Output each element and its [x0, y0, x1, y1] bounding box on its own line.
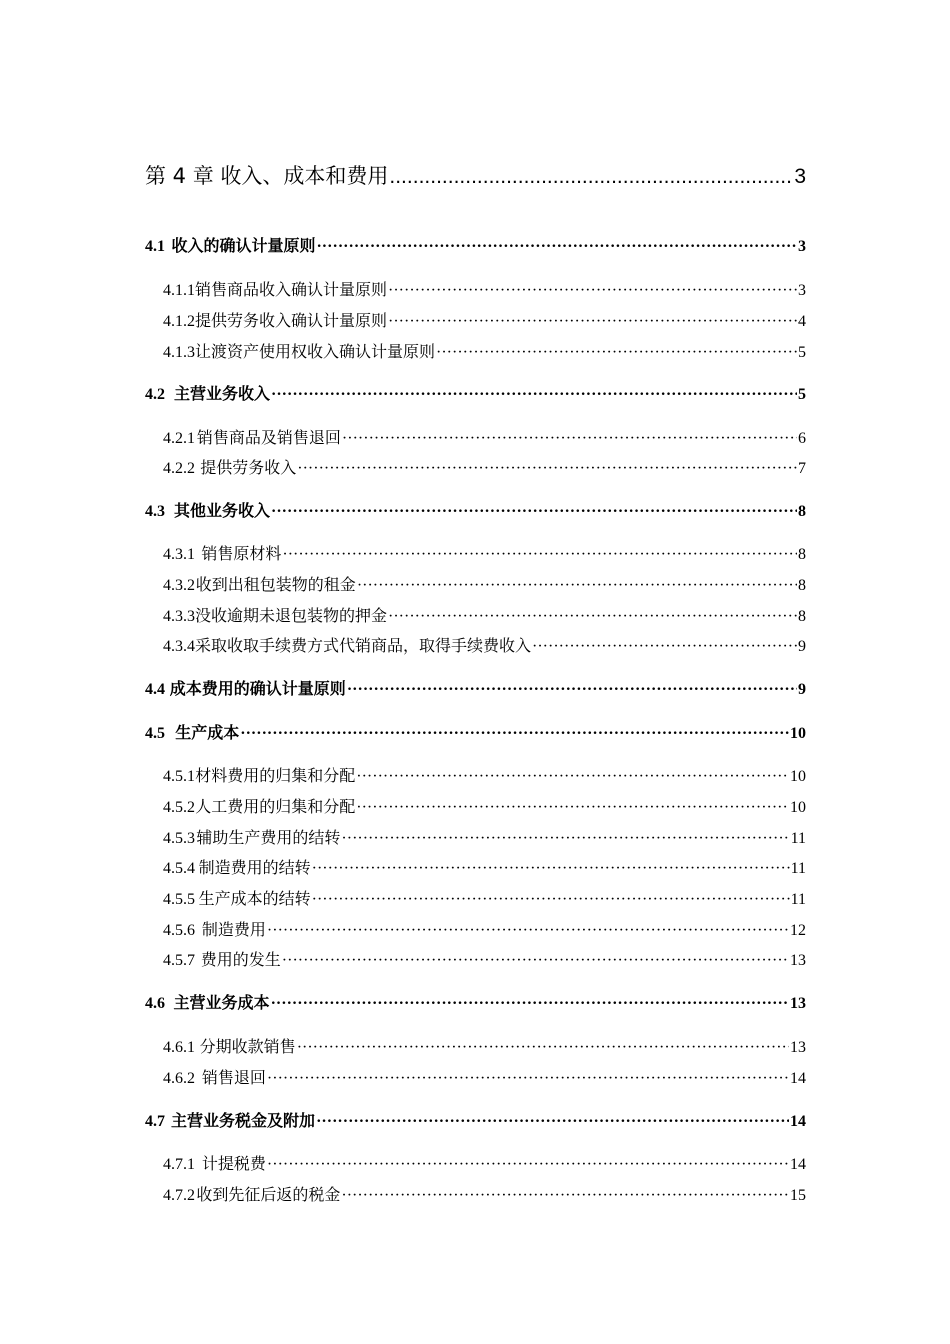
- toc-entry-title: 主营业务成本: [173, 993, 270, 1012]
- toc-entry-title: 人工费用的归集和分配: [195, 797, 356, 816]
- toc-chapter-title: 第 4 章 收入、成本和费用: [145, 164, 389, 188]
- toc-entry-number: 4.5.7: [163, 952, 195, 969]
- toc-entry-number: 4.7: [145, 1113, 165, 1130]
- toc-subsection-entry[interactable]: [163, 825, 806, 848]
- toc-entry-title: 收到出租包装物的租金: [195, 575, 356, 594]
- toc-leader: [282, 546, 797, 564]
- toc-entry-number: 4.6.2: [163, 1070, 195, 1087]
- toc-entry-number: 4.2: [145, 386, 165, 403]
- toc-subsection-entry[interactable]: [163, 541, 806, 564]
- toc-entry-number: 4.3.2: [163, 577, 195, 594]
- toc-subsection-entry[interactable]: [163, 855, 806, 878]
- toc-subsection-entry[interactable]: [163, 425, 806, 448]
- toc-leader: [532, 638, 797, 656]
- toc-leader: [347, 681, 797, 699]
- toc-subsection-entry[interactable]: [163, 763, 806, 786]
- toc-entry-page: 4: [798, 313, 806, 330]
- toc-subsection-entry[interactable]: [163, 1151, 806, 1174]
- toc-entry-title: 费用的发生: [200, 950, 281, 969]
- toc-entry-number: 4.1.1: [163, 282, 195, 299]
- toc-subsection-entry[interactable]: [163, 572, 806, 595]
- toc-entry-number: 4.5.1: [163, 768, 195, 785]
- toc-leader: [271, 995, 789, 1013]
- toc-entry-page: 3: [798, 282, 806, 299]
- toc-entry-number: 4.4: [145, 681, 165, 698]
- toc-entry-number: 4.1.3: [163, 344, 195, 361]
- toc-leader: [267, 922, 789, 940]
- toc-subsection-entry[interactable]: [163, 633, 806, 656]
- toc-entry-page: 13: [790, 1039, 806, 1056]
- toc-leader: [316, 1113, 789, 1131]
- toc-entry-number: 4.7.1: [163, 1156, 195, 1173]
- toc-entry-title: 制造费用: [201, 920, 266, 939]
- toc-entry-page: 14: [790, 1156, 806, 1173]
- toc-entry-page: 9: [798, 681, 806, 698]
- toc-entry-number: 4.5: [145, 725, 165, 742]
- toc-entry-number: 4.6.1: [163, 1039, 195, 1056]
- toc-section-entry[interactable]: [145, 381, 806, 404]
- toc-section-entry[interactable]: [145, 990, 806, 1013]
- toc-entry-page: 10: [790, 768, 806, 785]
- toc-entry-page: 12: [790, 922, 806, 939]
- toc-entry-number: 4.5.5: [163, 891, 195, 908]
- toc-entry-page: 8: [798, 503, 806, 520]
- toc-entry-title: 主营业务收入: [173, 384, 270, 403]
- toc-entry-page: 7: [798, 460, 806, 477]
- toc-leader: [282, 952, 789, 970]
- toc-subsection-entry[interactable]: [163, 886, 806, 909]
- toc-entry-page: 9: [798, 638, 806, 655]
- toc-leader: [267, 1156, 789, 1174]
- toc-entry-title: 采取收取手续费方式代销商品，取得手续费收入: [195, 636, 532, 655]
- toc-entry-title: 销售商品收入确认计量原则: [195, 280, 388, 299]
- toc-entry-page: 13: [790, 952, 806, 969]
- toc-section-entry[interactable]: [145, 233, 806, 256]
- toc-entry-page: 8: [798, 608, 806, 625]
- toc-entry-title: 没收逾期未退包装物的押金: [195, 606, 388, 625]
- toc-leader: [267, 1070, 789, 1088]
- toc-section-entry[interactable]: [145, 676, 806, 699]
- toc-entry-title: 销售商品及销售退回: [196, 428, 341, 447]
- toc-entry-page: 10: [790, 799, 806, 816]
- toc-entry-page: 8: [798, 546, 806, 563]
- toc-entry-title: 成本费用的确认计量原则: [169, 679, 346, 698]
- toc-entry-number: 4.5.6: [163, 922, 195, 939]
- toc-entry-title: 销售退回: [201, 1068, 266, 1087]
- toc-leader: [312, 860, 790, 878]
- toc-entry-title: 材料费用的归集和分配: [195, 766, 356, 785]
- toc-entry-page: 10: [790, 725, 806, 742]
- toc-entry-title: 计提税费: [201, 1154, 266, 1173]
- toc-entry-number: 4.5.4: [163, 860, 195, 877]
- toc-entry-page: 15: [790, 1187, 806, 1204]
- toc-chapter-page: 3: [794, 165, 806, 188]
- toc-subsection-entry[interactable]: [163, 947, 806, 970]
- toc-subsection-entry[interactable]: [163, 1065, 806, 1088]
- toc-entry-title: 制造费用的结转: [198, 858, 311, 877]
- toc-leader: [312, 891, 790, 909]
- toc-subsection-entry[interactable]: [163, 339, 806, 362]
- toc-entry-number: 4.6: [145, 995, 165, 1012]
- toc-subsection-entry[interactable]: [163, 794, 806, 817]
- toc-leader: [356, 768, 789, 786]
- toc-entry-page: 8: [798, 577, 806, 594]
- toc-leader: [357, 577, 797, 595]
- toc-entry-title: 生产成本的结转: [198, 889, 311, 908]
- toc-entry-title: 主营业务税金及附加: [171, 1111, 316, 1130]
- toc-entry-number: 4.2.2: [163, 460, 195, 477]
- toc-leader: [297, 1039, 789, 1057]
- toc-entry-number: 4.3.4: [163, 638, 195, 655]
- toc-leader: [240, 725, 789, 743]
- toc-chapter-entry[interactable]: [145, 160, 806, 190]
- toc-entry-page: 11: [790, 860, 806, 877]
- toc-entry-page: 13: [790, 995, 806, 1012]
- toc-entry-title: 辅助生产费用的结转: [196, 828, 341, 847]
- toc-entry-page: 14: [790, 1070, 806, 1087]
- toc-entry-title: 销售原材料: [201, 544, 282, 563]
- toc-leader: [341, 830, 789, 848]
- toc-section-entry[interactable]: [145, 1108, 806, 1131]
- toc-subsection-entry[interactable]: [163, 1182, 806, 1205]
- toc-entry-number: 4.5.2: [163, 799, 195, 816]
- toc-leader: [436, 344, 797, 362]
- toc-entry-number: 4.3.1: [163, 546, 195, 563]
- toc-entry-title: 提供劳务收入确认计量原则: [195, 311, 388, 330]
- toc-entry-number: 4.7.2: [163, 1187, 195, 1204]
- toc-entry-page: 11: [790, 891, 806, 908]
- toc-leader: [356, 799, 789, 817]
- toc-leader: [316, 238, 797, 256]
- toc-entry-number: 4.5.3: [163, 830, 195, 847]
- toc-leader: [388, 313, 797, 331]
- toc-entry-number: 4.1.2: [163, 313, 195, 330]
- toc-entry-title: 让渡资产使用权收入确认计量原则: [195, 342, 436, 361]
- toc-leader: [341, 1187, 789, 1205]
- toc-leader: [271, 503, 797, 521]
- toc-subsection-entry[interactable]: [163, 277, 806, 300]
- toc-leader: [388, 608, 797, 626]
- toc-entry-number: 4.1: [145, 238, 165, 255]
- toc-subsection-entry[interactable]: [163, 455, 806, 478]
- toc-leader: [389, 165, 793, 189]
- toc-leader: [271, 386, 797, 404]
- toc-entry-page: 5: [798, 344, 806, 361]
- toc-leader: [297, 460, 797, 478]
- toc-entry-page: 5: [798, 386, 806, 403]
- toc-entry-title: 分期收款销售: [199, 1037, 296, 1056]
- toc-entry-title: 提供劳务收入: [200, 458, 297, 477]
- toc-subsection-entry[interactable]: [163, 603, 806, 626]
- toc-subsection-entry[interactable]: [163, 917, 806, 940]
- toc-entry-title: 收入的确认计量原则: [171, 236, 316, 255]
- toc-entry-title: 生产成本: [175, 723, 240, 742]
- toc-entry-number: 4.2.1: [163, 430, 195, 447]
- toc-leader: [342, 430, 797, 448]
- toc-entry-title: 收到先征后返的税金: [196, 1185, 341, 1204]
- toc-leader: [388, 282, 797, 300]
- toc-entry-page: 11: [790, 830, 806, 847]
- toc-subsection-entry[interactable]: [163, 1034, 806, 1057]
- toc-entry-page: 6: [798, 430, 806, 447]
- toc-entry-number: 4.3: [145, 503, 165, 520]
- toc-section-entry[interactable]: [145, 498, 806, 521]
- toc-section-entry[interactable]: [145, 720, 806, 743]
- toc-entry-title: 其他业务收入: [173, 501, 270, 520]
- toc-subsection-entry[interactable]: [163, 308, 806, 331]
- toc-entry-page: 14: [790, 1113, 806, 1130]
- toc-entry-number: 4.3.3: [163, 608, 195, 625]
- toc-entry-page: 3: [798, 238, 806, 255]
